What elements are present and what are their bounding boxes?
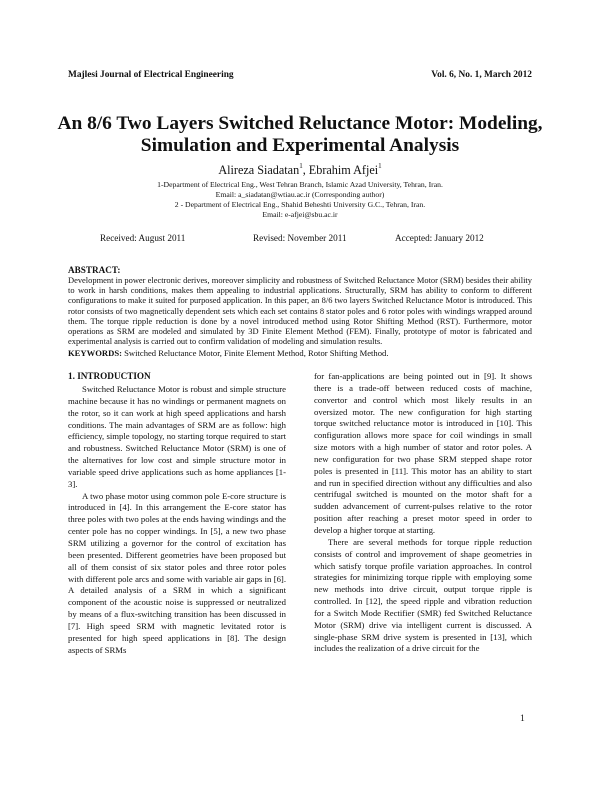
revised-date: Revised: November 2011 [253,233,347,243]
author-2-affiliation: 1 [378,162,382,170]
paragraph: for fan-applications are being pointed out in [9]. It shows there is a trade-off between reduced costs of machine, convertor and control which most likely results in an oversized motor. The new configuration for high starting torque switched reluctance motor is introduced in [10]. This configuration allows more space for coil windings in small size motors with a high number of stator and rotor poles. A new configuration for two phase SRM stepped shape rotor poles is presented in [11]. This motor has an ability to start and run in specified direction without any difficulties and also centrifugal switched is mounted on the motor shaft for a sudden advancement of current-pulses relative to the rotor position after reaching a preset motor speed in order to develop a higher torque at starting. [314,371,532,535]
volume-info: Vol. 6, No. 1, March 2012 [431,70,532,80]
abstract-heading: ABSTRACT: [68,265,121,275]
affiliation-2: 2 - Department of Electrical Eng., Shahid Beheshti University G.C., Tehran, Iran. [174,200,426,209]
abstract-text: Development in power electronic derives, moreover simplicity and robustness of Switched Reluctance Motor (SRM) besides their ability to work in harsh conditions, makes them appealing to industrial applications. Structurally, SRM has ability to conform to different configurations to make it suited for purposed application. In this paper, an 8/6 two layers Switched Reluctance Motor is introduced. This rotor consists of two magnetically dependent sets which each set contains 8 stator poles and 6 rotor poles with windings wrapped around them. The torque ripple reduction is done by a novel introduced method using Rotor Shifting Method (RST). Furthermore, motor operations as SRM are modeled and simulated by 3D Finite Element Method (FEM). Finally, prototype of motor is fabricated and experimental analysis is carried out to confirm validation of modeling and simulation results. [68,275,532,347]
keywords-label: KEYWORDS: [68,348,122,358]
paper-title: An 8/6 Two Layers Switched Reluctance Motor: Modeling, Simulation and Experimental Analysis [57,113,543,156]
email-2: Email: e-afjei@sbu.ac.ir [262,210,338,219]
author-2: Ebrahim Afjei [308,163,379,177]
affiliation-1: 1-Department of Electrical Eng., West Tehran Branch, Islamic Azad University, Tehran, Iran. [157,180,443,189]
page-number: 1 [520,713,525,724]
journal-name: Majlesi Journal of Electrical Engineering [68,70,234,80]
keywords [68,348,538,358]
keywords-text: Switched Reluctance Motor, Finite Element Method, Rotor Shifting Method. [121,348,389,358]
paragraph: There are several methods for torque ripple reduction consists of control and improvement of shape geometries in which satisfy torque profile variation approaches. In control strategies for minimizing torque ripple with employing some new methods into drive circuit, output torque ripple is controlled. In [12], the speed ripple and vibration reduction for a Switch Mode Rectifier (SMR) fed Switched Reluctance Motor (SRM) drive via intelligent current is discussed. A single-phase SRM drive system is presented in [13], which includes the realization of a drive circuit for the [314,536,532,654]
author-1: Alireza Siadatan [218,163,300,177]
author-1-affiliation: 1 [299,162,303,170]
left-column [68,384,286,656]
section-heading: 1. INTRODUCTION [68,371,151,381]
paragraph: Switched Reluctance Motor is robust and simple structure machine because it has no windings or permanent magnets on the rotor, so it can work at high speed applications and harsh conditions. The main advantages of SRM are as follow: high efficiency, simple topology, no starting torque required to start and robustness. Switched Reluctance Motor (SRM) is one of the alternatives for low cost and simple structure motor in variable speed drive applications such as home appliances [1-3]. [68,384,286,489]
accepted-date: Accepted: January 2012 [395,233,484,243]
received-date: Received: August 2011 [100,233,186,243]
email-1: Email: a_siadatan@wtiau.ac.ir (Corresponding author) [215,190,385,199]
author-line [0,163,600,178]
paragraph: A two phase motor using common pole E-core structure is introduced in [4]. In this arrangement the E-core stator has three poles with two poles at the ends having windings and the center pole has no copper windings. In [5], a new two phase SRM utilizing a governor for the control of excitation has been presented. Different geometries have been proposed but all of them consist of six stator poles and three rotor poles with different pole arcs and some with variable air gaps in [6]. A detailed analysis of a SRM in which a significant component of the acoustic noise is suppressed or neutralized by means of a flux-switching transition has been discussed in [7]. High speed SRM with magnetic levitated rotor is presented for high speed applications in [8]. The design aspects of SRMs [68,490,286,655]
author-separator: , [302,163,309,177]
right-column [314,371,532,655]
